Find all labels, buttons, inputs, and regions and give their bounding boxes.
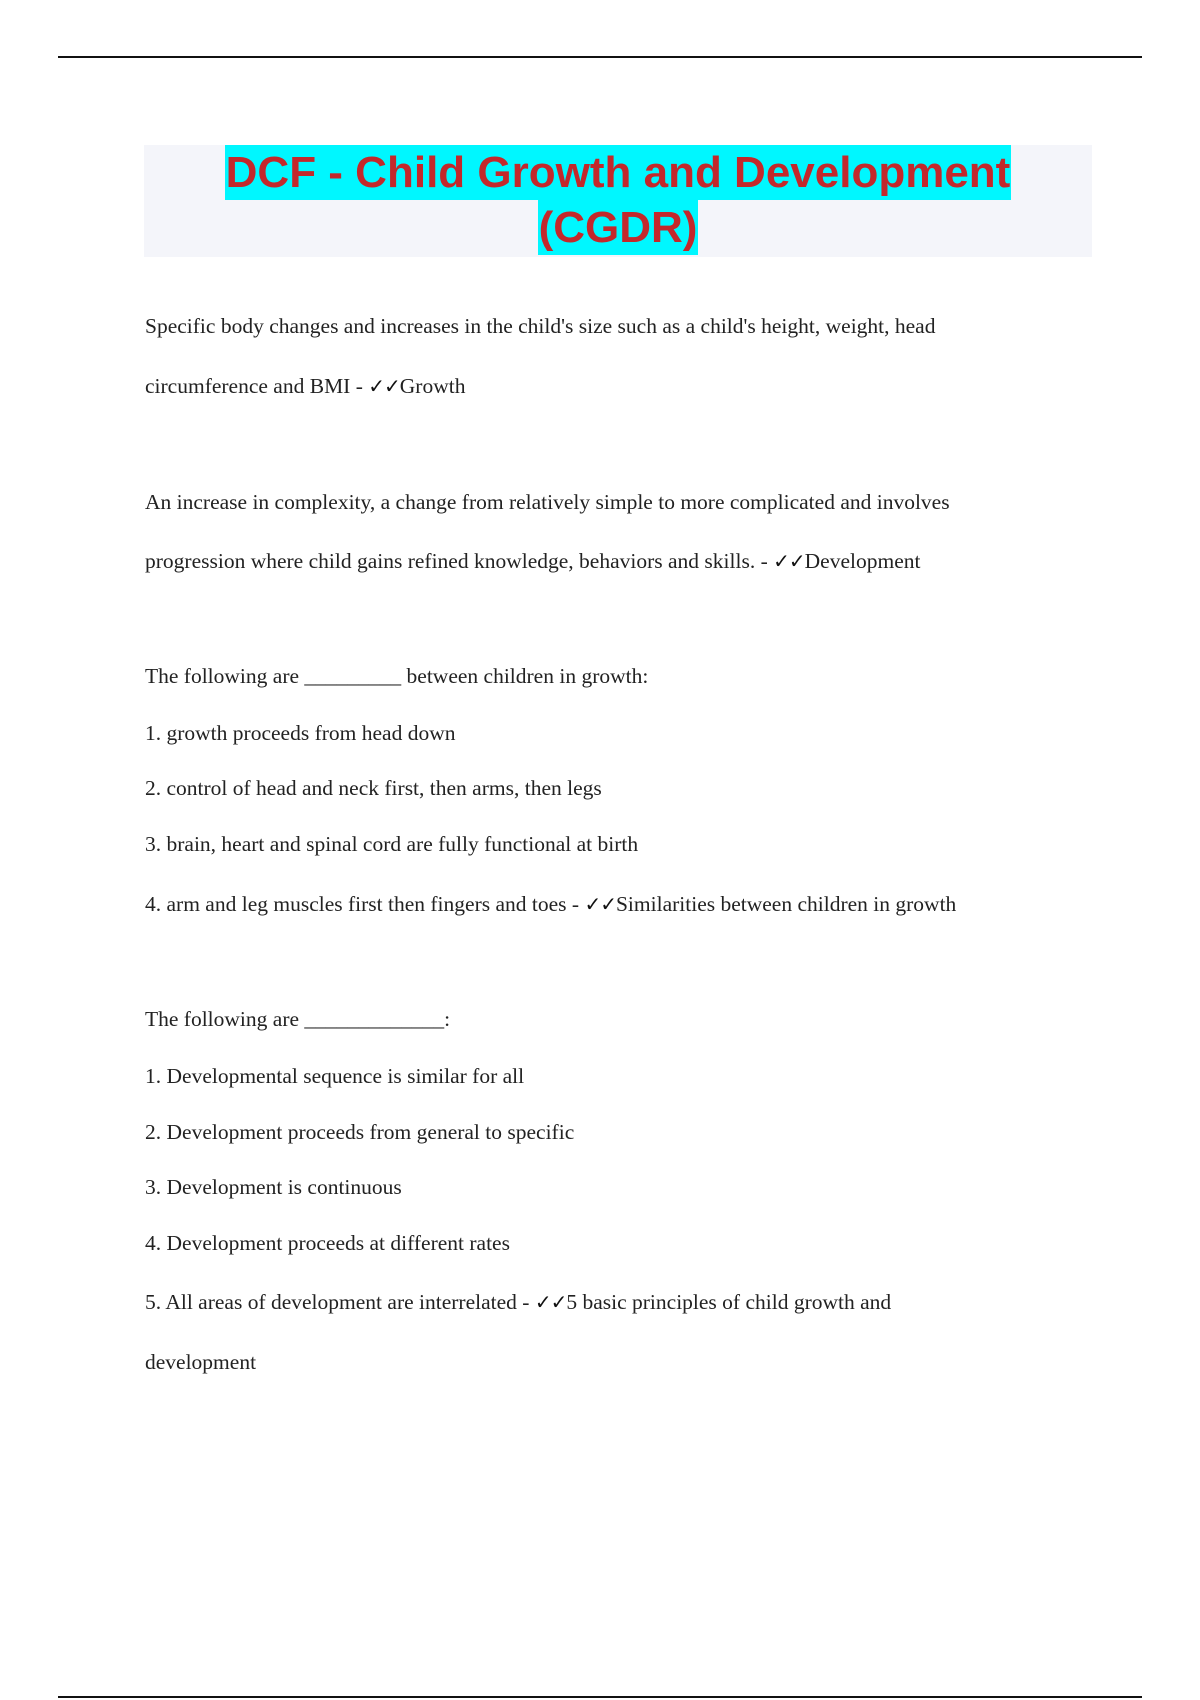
question-3-line-3: 2. control of head and neck first, then arms, then legs bbox=[145, 776, 602, 800]
title-block bbox=[144, 145, 1092, 257]
answer-4-continued: development bbox=[145, 1350, 257, 1374]
answer-2: Development bbox=[804, 549, 921, 573]
question-4-text: 5. All areas of development are interrelated - bbox=[145, 1290, 535, 1314]
double-check-icon: ✓✓ bbox=[534, 1290, 567, 1314]
answer-4: 5 basic principles of child growth and bbox=[566, 1290, 892, 1314]
question-4-line-3: 2. Development proceeds from general to specific bbox=[145, 1120, 575, 1144]
question-2-line-1: An increase in complexity, a change from relatively simple to more complicated and involves bbox=[145, 490, 950, 514]
question-2-line-2 bbox=[145, 546, 920, 576]
question-3-line-1: The following are _________ between children in growth: bbox=[145, 664, 649, 688]
double-check-icon: ✓✓ bbox=[584, 892, 616, 916]
double-check-icon: ✓✓ bbox=[368, 374, 400, 398]
double-check-icon: ✓✓ bbox=[773, 549, 805, 573]
answer-1: Growth bbox=[399, 374, 466, 398]
page-title-line-1: DCF - Child Growth and Development bbox=[225, 145, 1012, 200]
question-2-text: progression where child gains refined knowledge, behaviors and skills. - bbox=[145, 549, 774, 573]
question-4-line-5: 4. Development proceeds at different rates bbox=[145, 1231, 510, 1255]
question-4-line-6 bbox=[145, 1287, 891, 1317]
question-1-line-2 bbox=[145, 371, 465, 401]
question-3-text: 4. arm and leg muscles first then fingers and toes - bbox=[145, 892, 585, 916]
question-4-line-1: The following are _____________: bbox=[145, 1007, 451, 1031]
question-3-line-4: 3. brain, heart and spinal cord are fully functional at birth bbox=[145, 832, 639, 856]
question-4-line-4: 3. Development is continuous bbox=[145, 1175, 402, 1199]
bottom-rule bbox=[58, 1696, 1142, 1698]
page-title-line-2: (CGDR) bbox=[538, 200, 699, 255]
top-rule bbox=[58, 56, 1142, 58]
question-3-line-5 bbox=[145, 889, 956, 919]
answer-3: Similarities between children in growth bbox=[615, 892, 957, 916]
question-1-line-1: Specific body changes and increases in the child's size such as a child's height, weight, head bbox=[145, 314, 936, 338]
question-1-text: circumference and BMI - bbox=[145, 374, 369, 398]
question-4-line-2: 1. Developmental sequence is similar for all bbox=[145, 1064, 525, 1088]
question-3-line-2: 1. growth proceeds from head down bbox=[145, 721, 456, 745]
